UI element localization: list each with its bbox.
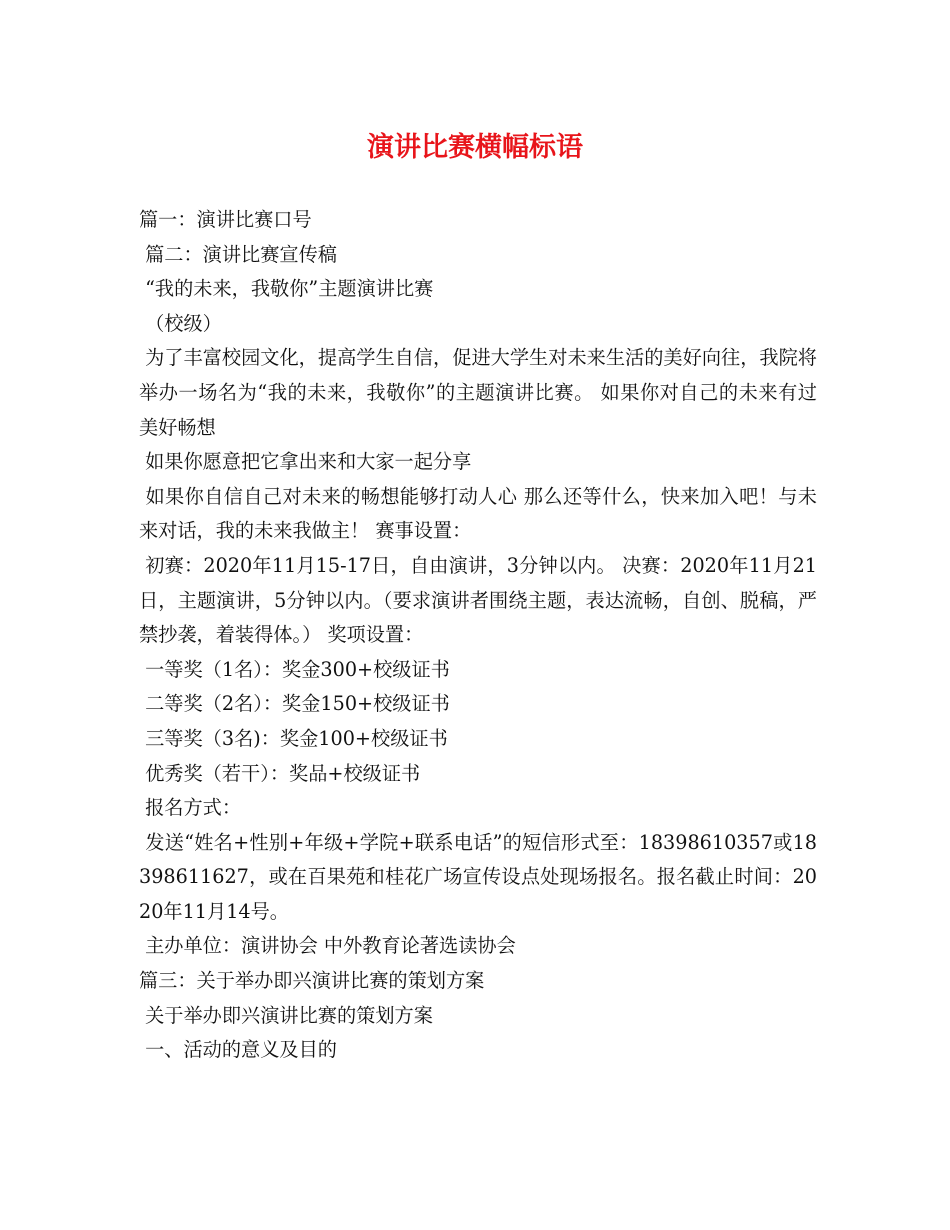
paragraph-purpose-heading: 一、活动的意义及目的 xyxy=(139,1038,337,1062)
paragraph-section-2-heading: 篇二：演讲比赛宣传稿 xyxy=(139,242,337,266)
paragraph-first-prize: 一等奖（1名）：奖金300+校级证书 xyxy=(139,657,450,681)
paragraph-section-1-heading: 篇一：演讲比赛口号 xyxy=(139,208,312,231)
paragraph-second-prize: 二等奖（2名）：奖金150+校级证书 xyxy=(139,692,450,716)
paragraph-share: 如果你愿意把它拿出来和大家一起分享 xyxy=(139,450,472,474)
paragraph-schedule: 初赛：2020年11月15-17日，自由演讲，3分钟以内。 决赛：2020年11月21日，主题演讲，5分钟以内。（要求演讲者围绕主题，表达流畅，自创、脱稿，严禁抄袭，着装得体。） 奖项设置： xyxy=(139,553,817,647)
paragraph-event-name: “我的未来，我敬你”主题演讲比赛 xyxy=(139,277,434,301)
paragraph-third-prize: 三等奖（3名)：奖金100+校级证书 xyxy=(139,726,448,750)
paragraph-introduction: 为了丰富校园文化，提高学生自信，促进大学生对未来生活的美好向往，我院将举办一场名为“我的未来，我敬你”的主题演讲比赛。 如果你对自己的未来有过美好畅想 xyxy=(139,346,817,439)
paragraph-section-3-heading: 篇三：关于举办即兴演讲比赛的策划方案 xyxy=(139,969,485,993)
paragraph-event-level: （校级） xyxy=(139,311,222,335)
paragraph-registration-heading: 报名方式： xyxy=(139,796,242,820)
document-title: 演讲比赛横幅标语 xyxy=(367,132,583,163)
paragraph-merit-prize: 优秀奖（若干）：奖品+校级证书 xyxy=(139,761,421,785)
paragraph-invitation: 如果你自信自己对未来的畅想能够打动人心 那么还等什么，快来加入吧！与未来对话，我的未来我做主！ 赛事设置： xyxy=(139,484,817,543)
paragraph-registration-details: 发送“姓名+性别+年级+学院+联系电话”的短信形式至：18398610357或18398611627，或在百果苑和桂花广场宣传设点处现场报名。报名截止时间：2020年11月14号。 xyxy=(139,830,817,923)
document-body xyxy=(139,203,817,1068)
paragraph-plan-title: 关于举办即兴演讲比赛的策划方案 xyxy=(139,1003,433,1027)
paragraph-organizers: 主办单位：演讲协会 中外教育论著选读协会 xyxy=(139,934,516,958)
